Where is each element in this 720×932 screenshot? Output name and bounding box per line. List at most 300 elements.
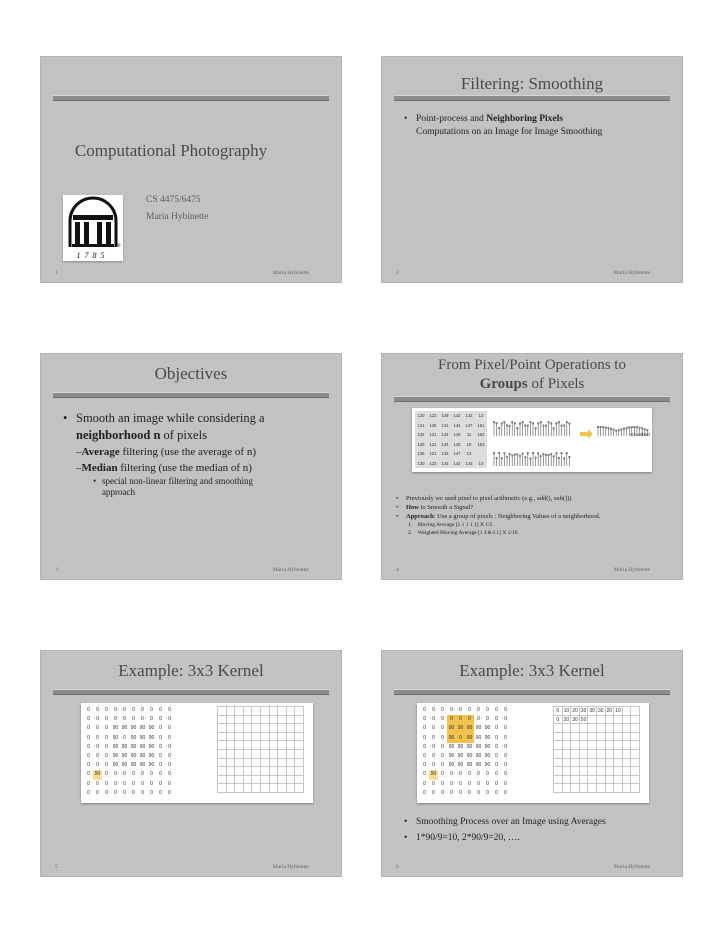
grid-cell: 90 <box>475 762 482 769</box>
grid-cell: 0 <box>114 716 117 723</box>
input-grid <box>420 706 510 798</box>
grid-cell <box>227 733 236 742</box>
matrix-cell: 11 <box>466 432 472 437</box>
grid-cell: 0 <box>423 743 426 750</box>
grid-cell: 0 <box>132 707 135 713</box>
grid-cell: 0 <box>168 734 171 741</box>
grid-cell: 0 <box>432 762 435 769</box>
grid-cell: 0 <box>168 707 171 713</box>
grid-cell <box>270 733 279 742</box>
signal-sample <box>626 427 628 429</box>
grid-cell <box>278 759 287 768</box>
grid-cell: 0 <box>114 789 117 796</box>
grid-cell: 0 <box>495 734 498 741</box>
grid-cell: 0 <box>123 707 126 713</box>
slide-6 <box>381 650 683 877</box>
grid-cell <box>614 776 623 785</box>
bullet-1: • Previously we used pixel to pixel arithmetic (e.g., add(), sub())) <box>396 494 671 503</box>
footer-author: Maria Hybinette <box>613 567 650 573</box>
grid-cell <box>614 759 623 768</box>
grid-cell: 0 <box>441 743 444 750</box>
logo-registered-mark: ® <box>117 244 121 249</box>
grid-cell <box>597 741 606 750</box>
signal-sample <box>597 426 599 428</box>
grid-cell: 0 <box>132 780 135 787</box>
footer-author: Maria Hybinette <box>613 270 650 276</box>
grid-cell <box>287 776 296 785</box>
grid-cell: 0 <box>504 725 507 732</box>
grid-cell: 0 <box>486 780 489 787</box>
bullet-1: • Smoothing Process over an Image using Averages <box>404 814 606 830</box>
grid-cell: 0 <box>423 716 426 723</box>
grid-cell: 0 <box>423 762 426 769</box>
grid-cell <box>244 741 253 750</box>
grid-cell <box>244 707 253 716</box>
grid-cell <box>227 759 236 768</box>
grid-cell: 0 <box>96 780 99 787</box>
grid-cell <box>571 784 580 793</box>
title-rule <box>394 95 670 101</box>
grid-cell: 0 <box>159 752 162 759</box>
grid-cell: 0 <box>96 752 99 759</box>
grid-cell: 0 <box>159 762 162 769</box>
matrix-cell: 147 <box>453 451 461 456</box>
signal-sample <box>527 452 529 454</box>
grid-cell: 0 <box>141 716 144 723</box>
grid-cell <box>631 776 640 785</box>
grid-cell <box>252 741 261 750</box>
grid-cell <box>227 750 236 759</box>
numbered-item-2: 2. Weighted Moving Average [1 4 6 4 1] X 1/16 <box>408 530 518 536</box>
grid-cell: 0 <box>441 707 444 713</box>
grid-cell: 90 <box>139 743 146 750</box>
grid-cell: 0 <box>432 743 435 750</box>
slide-title: From Pixel/Point Operations to Groups of Pixels <box>438 357 626 392</box>
grid-cell <box>295 784 304 793</box>
grid-cell: 0 <box>450 780 453 787</box>
grid-cell <box>554 767 563 776</box>
grid-cell: 0 <box>450 789 453 796</box>
grid-cell: 0 <box>168 743 171 750</box>
grid-cell: 0 <box>87 743 90 750</box>
grid-cell <box>563 767 572 776</box>
grid-cell <box>261 776 270 785</box>
grid-cell <box>218 767 227 776</box>
grid-cell: 0 <box>432 725 435 732</box>
grid-cell <box>252 724 261 733</box>
bullet-2: • 1*90/9=10, 2*90/9=20, …. <box>404 830 606 846</box>
grid-cell <box>571 776 580 785</box>
matrix-cell: 121 <box>429 451 437 456</box>
grid-cell: 0 <box>96 725 99 732</box>
grid-cell: 0 <box>159 707 162 713</box>
signal-sample <box>545 425 547 427</box>
grid-cell: 0 <box>168 752 171 759</box>
title-rule <box>53 95 329 101</box>
grid-cell: 0 <box>432 716 435 723</box>
grid-cell <box>614 733 623 742</box>
grid-cell: 0 <box>504 771 507 778</box>
matrix-cell: 13 <box>478 413 484 418</box>
footer-author: Maria Hybinette <box>613 864 650 870</box>
grid-cell <box>252 767 261 776</box>
footer-author: Maria Hybinette <box>272 567 309 573</box>
grid-cell: 90 <box>484 725 491 732</box>
signal-sample <box>563 425 565 427</box>
slide-body <box>404 113 602 139</box>
grid-cell <box>252 759 261 768</box>
grid-cell <box>580 767 589 776</box>
output-grid <box>553 706 640 793</box>
matrix-cell: 13 <box>466 451 472 456</box>
grid-cell: 0 <box>96 734 99 741</box>
slide-number: 3 <box>55 567 58 573</box>
grid-cell: 90 <box>456 724 465 733</box>
bullet-3: • Approach: Use a group of pixels : Neighboring Values of a neighborhood. <box>396 512 671 521</box>
grid-cell <box>218 784 227 793</box>
grid-cell <box>563 733 572 742</box>
grid-cell <box>597 733 606 742</box>
grid-cell <box>563 759 572 768</box>
signal-sample <box>532 423 534 425</box>
grid-cell: 0 <box>495 752 498 759</box>
grid-cell <box>295 716 304 725</box>
grid-cell <box>278 750 287 759</box>
grid-cell <box>261 750 270 759</box>
grid-cell <box>261 767 270 776</box>
signal-sample <box>537 423 539 425</box>
signal-sample <box>509 453 511 455</box>
grid-cell <box>554 784 563 793</box>
grid-cell: 90 <box>457 743 464 750</box>
grid-cell: 0 <box>168 725 171 732</box>
grid-cell: 90 <box>448 743 455 750</box>
grid-cell: 0 <box>87 707 90 713</box>
grid-cell <box>580 750 589 759</box>
grid-cell: 0 <box>423 752 426 759</box>
matrix-cell: 10 <box>466 441 472 447</box>
grid-cell <box>588 716 597 725</box>
grid-cell <box>244 750 253 759</box>
grid-cell: 90 <box>130 752 137 759</box>
matrix-cell: 121 <box>429 441 437 447</box>
grid-cell <box>588 733 597 742</box>
grid-cell <box>227 707 236 716</box>
grid-cell <box>235 716 244 725</box>
matrix-cell: 147 <box>465 422 473 428</box>
matrix-cell: 142 <box>465 413 473 418</box>
grid-cell <box>614 716 623 725</box>
grid-cell: 0 <box>105 780 108 787</box>
sub-bullet-1: –Average filtering (use the average of n) <box>76 446 256 458</box>
grid-cell <box>261 733 270 742</box>
grid-cell <box>563 750 572 759</box>
author-name: Maria Hybinette <box>146 212 209 222</box>
grid-cell: 0 <box>486 716 489 723</box>
grid-cell <box>270 716 279 725</box>
grid-cell <box>252 750 261 759</box>
grid-cell: 0 <box>96 707 99 713</box>
slide-number: 6 <box>396 864 399 870</box>
matrix-cell: 122 <box>417 432 425 437</box>
grid-cell: 0 <box>459 771 462 778</box>
signal-sample <box>623 428 625 430</box>
grid-cell: 30 <box>588 707 597 716</box>
grid-cell: 90 <box>447 734 456 743</box>
grid-cell: 0 <box>504 707 507 713</box>
grid-cell <box>623 733 632 742</box>
grid-cell: 0 <box>123 771 126 778</box>
grid-cell: 0 <box>87 762 90 769</box>
grid-cell <box>597 767 606 776</box>
grid-cell <box>597 716 606 725</box>
grid-cell <box>563 784 572 793</box>
matrix-cell: 122 <box>429 413 437 418</box>
grid-cell: 0 <box>554 716 563 725</box>
grid-cell: 0 <box>423 771 426 778</box>
grid-cell <box>252 716 261 725</box>
grid-cell <box>631 784 640 793</box>
grid-cell <box>218 707 227 716</box>
grid-cell <box>235 741 244 750</box>
grid-cell <box>278 716 287 725</box>
grid-cell: 90 <box>139 762 146 769</box>
grid-cell <box>227 776 236 785</box>
grid-cell: 0 <box>459 789 462 796</box>
grid-cell: 30 <box>597 707 606 716</box>
grid-cell: 0 <box>504 789 507 796</box>
grid-cell <box>588 750 597 759</box>
grid-cell: 0 <box>159 771 162 778</box>
grid-cell: 50 <box>580 716 589 725</box>
grid-cell <box>252 776 261 785</box>
grid-cell: 90 <box>130 762 137 769</box>
grid-cell <box>227 741 236 750</box>
grid-cell <box>580 733 589 742</box>
kernel-figure <box>81 703 313 803</box>
matrix-cell: 143 <box>441 460 449 466</box>
signal-sample <box>506 425 508 427</box>
grid-cell <box>631 716 640 725</box>
grid-cell: 0 <box>423 734 426 741</box>
grid-cell <box>563 724 572 733</box>
grid-cell <box>270 776 279 785</box>
grid-cell: 0 <box>504 716 507 723</box>
grid-cell <box>287 707 296 716</box>
grid-cell <box>597 759 606 768</box>
grid-cell: 0 <box>504 734 507 741</box>
grid-cell: 0 <box>159 725 162 732</box>
grid-cell: 0 <box>87 725 90 732</box>
grid-cell <box>218 716 227 725</box>
slide-title: Computational Photography <box>74 141 268 160</box>
grid-cell <box>606 759 615 768</box>
grid-cell: 0 <box>495 780 498 787</box>
matrix-cell: 121 <box>429 432 437 437</box>
slide-title: Example: 3x3 Kernel <box>118 661 264 680</box>
grid-cell <box>261 724 270 733</box>
grid-cell: 90 <box>121 752 128 759</box>
signal-sample <box>602 426 604 428</box>
signal-sample <box>498 427 500 429</box>
grid-cell <box>244 784 253 793</box>
grid-cell <box>287 784 296 793</box>
grid-cell: 0 <box>159 743 162 750</box>
grid-cell <box>287 741 296 750</box>
grid-cell <box>227 716 236 725</box>
grid-cell: 0 <box>159 789 162 796</box>
matrix-cell: 145 <box>453 441 461 447</box>
grid-cell: 0 <box>504 752 507 759</box>
grid-cell <box>571 733 580 742</box>
numbered-item-1: 1. Moving Average [1 1 1 1 1] X 1/5 <box>408 522 493 528</box>
grid-cell <box>270 741 279 750</box>
grid-cell: 0 <box>159 716 162 723</box>
grid-cell: 0 <box>87 789 90 796</box>
grid-cell: 90 <box>112 725 119 732</box>
grid-cell: 0 <box>105 752 108 759</box>
matrix-cell: 141 <box>441 422 449 428</box>
grid-cell <box>580 741 589 750</box>
grid-cell: 0 <box>441 780 444 787</box>
signal-sample <box>621 429 623 431</box>
grid-cell: 0 <box>105 789 108 796</box>
grid-cell <box>270 707 279 716</box>
university-logo <box>63 195 123 261</box>
grid-cell: 0 <box>432 707 435 713</box>
grid-cell: 10 <box>563 707 572 716</box>
pixel-matrix <box>415 411 487 468</box>
slide-number: 4 <box>396 567 399 573</box>
grid-cell: 0 <box>96 789 99 796</box>
grid-cell: 30 <box>571 716 580 725</box>
grid-cell: 0 <box>123 734 126 741</box>
grid-cell: 0 <box>495 762 498 769</box>
grid-cell <box>261 716 270 725</box>
grid-cell: 90 <box>148 743 155 750</box>
grid-cell <box>295 741 304 750</box>
grid-cell: 0 <box>105 716 108 723</box>
matrix-cell: 153 <box>477 441 485 447</box>
grid-cell: 0 <box>459 780 462 787</box>
footer-author: Maria Hybinette <box>272 270 309 276</box>
grid-cell: 0 <box>504 762 507 769</box>
matrix-cell: 120 <box>417 413 425 418</box>
grid-cell: 90 <box>466 762 473 769</box>
grid-cell: 0 <box>96 743 99 750</box>
grid-cell <box>218 741 227 750</box>
title-rule <box>394 396 670 402</box>
grid-cell <box>614 784 623 793</box>
grid-cell <box>244 716 253 725</box>
grid-cell <box>252 733 261 742</box>
grid-cell: 0 <box>123 716 126 723</box>
signal-sample <box>498 452 500 454</box>
signal-sample <box>522 421 524 423</box>
grid-cell: 90 <box>465 724 474 733</box>
grid-cell <box>295 733 304 742</box>
grid-cell: 0 <box>441 734 444 741</box>
grid-cell: 90 <box>484 743 491 750</box>
matrix-cell: 152 <box>477 432 485 437</box>
grid-cell: 0 <box>114 771 117 778</box>
grid-cell <box>278 733 287 742</box>
grid-cell <box>295 759 304 768</box>
signal-sample <box>524 456 526 458</box>
grid-cell <box>287 724 296 733</box>
grid-cell: 0 <box>132 771 135 778</box>
signal-sample <box>511 421 513 423</box>
grid-cell: 0 <box>168 780 171 787</box>
grid-cell <box>623 784 632 793</box>
grid-cell: 0 <box>114 707 117 713</box>
slide-2 <box>381 56 683 283</box>
grid-cell <box>295 707 304 716</box>
grid-cell: 0 <box>477 707 480 713</box>
grid-cell: 90 <box>121 762 128 769</box>
signal-sample <box>519 423 521 425</box>
grid-cell <box>270 724 279 733</box>
grid-cell <box>554 741 563 750</box>
grid-cell: 0 <box>96 762 99 769</box>
grid-cell <box>623 716 632 725</box>
grid-cell <box>631 759 640 768</box>
grid-cell <box>218 750 227 759</box>
grid-cell: 90 <box>130 725 137 732</box>
grid-cell <box>261 759 270 768</box>
bullet-1: • Point-process and Neighboring Pixels Computations on an Image for Image Smoothing <box>404 113 602 139</box>
signal-sample <box>566 452 568 454</box>
grid-cell <box>606 767 615 776</box>
grid-cell: 90 <box>457 762 464 769</box>
grid-cell <box>588 724 597 733</box>
grid-cell: 90 <box>484 734 491 741</box>
grid-cell <box>580 784 589 793</box>
grid-cell: 0 <box>105 743 108 750</box>
grid-cell: 0 <box>87 734 90 741</box>
grid-cell: 0 <box>432 780 435 787</box>
grid-cell: 0 <box>423 789 426 796</box>
grid-cell <box>571 741 580 750</box>
grid-cell: 0 <box>486 707 489 713</box>
grid-cell <box>554 724 563 733</box>
signal-sample <box>605 427 607 429</box>
grid-cell <box>631 767 640 776</box>
matrix-cell: 135 <box>429 422 437 428</box>
grid-cell: 90 <box>112 743 119 750</box>
grid-cell <box>571 724 580 733</box>
grid-cell: 90 <box>139 734 146 741</box>
grid-cell: 90 <box>484 752 491 759</box>
signal-plot <box>492 412 652 470</box>
grid-cell: 0 <box>114 780 117 787</box>
signal-sample <box>600 426 602 428</box>
grid-cell <box>571 750 580 759</box>
grid-cell: 90 <box>139 752 146 759</box>
grid-cell: 0 <box>495 725 498 732</box>
grid-cell: 90 <box>457 752 464 759</box>
grid-cell <box>270 767 279 776</box>
grid-cell <box>614 767 623 776</box>
signal-sample <box>535 427 537 429</box>
grid-cell: 0 <box>504 743 507 750</box>
matrix-cell: 126 <box>417 451 425 456</box>
matrix-cell: 125 <box>417 441 425 447</box>
slide-number: 1 <box>55 270 58 276</box>
grid-cell <box>261 784 270 793</box>
grid-cell <box>623 776 632 785</box>
grid-cell: 0 <box>150 789 153 796</box>
